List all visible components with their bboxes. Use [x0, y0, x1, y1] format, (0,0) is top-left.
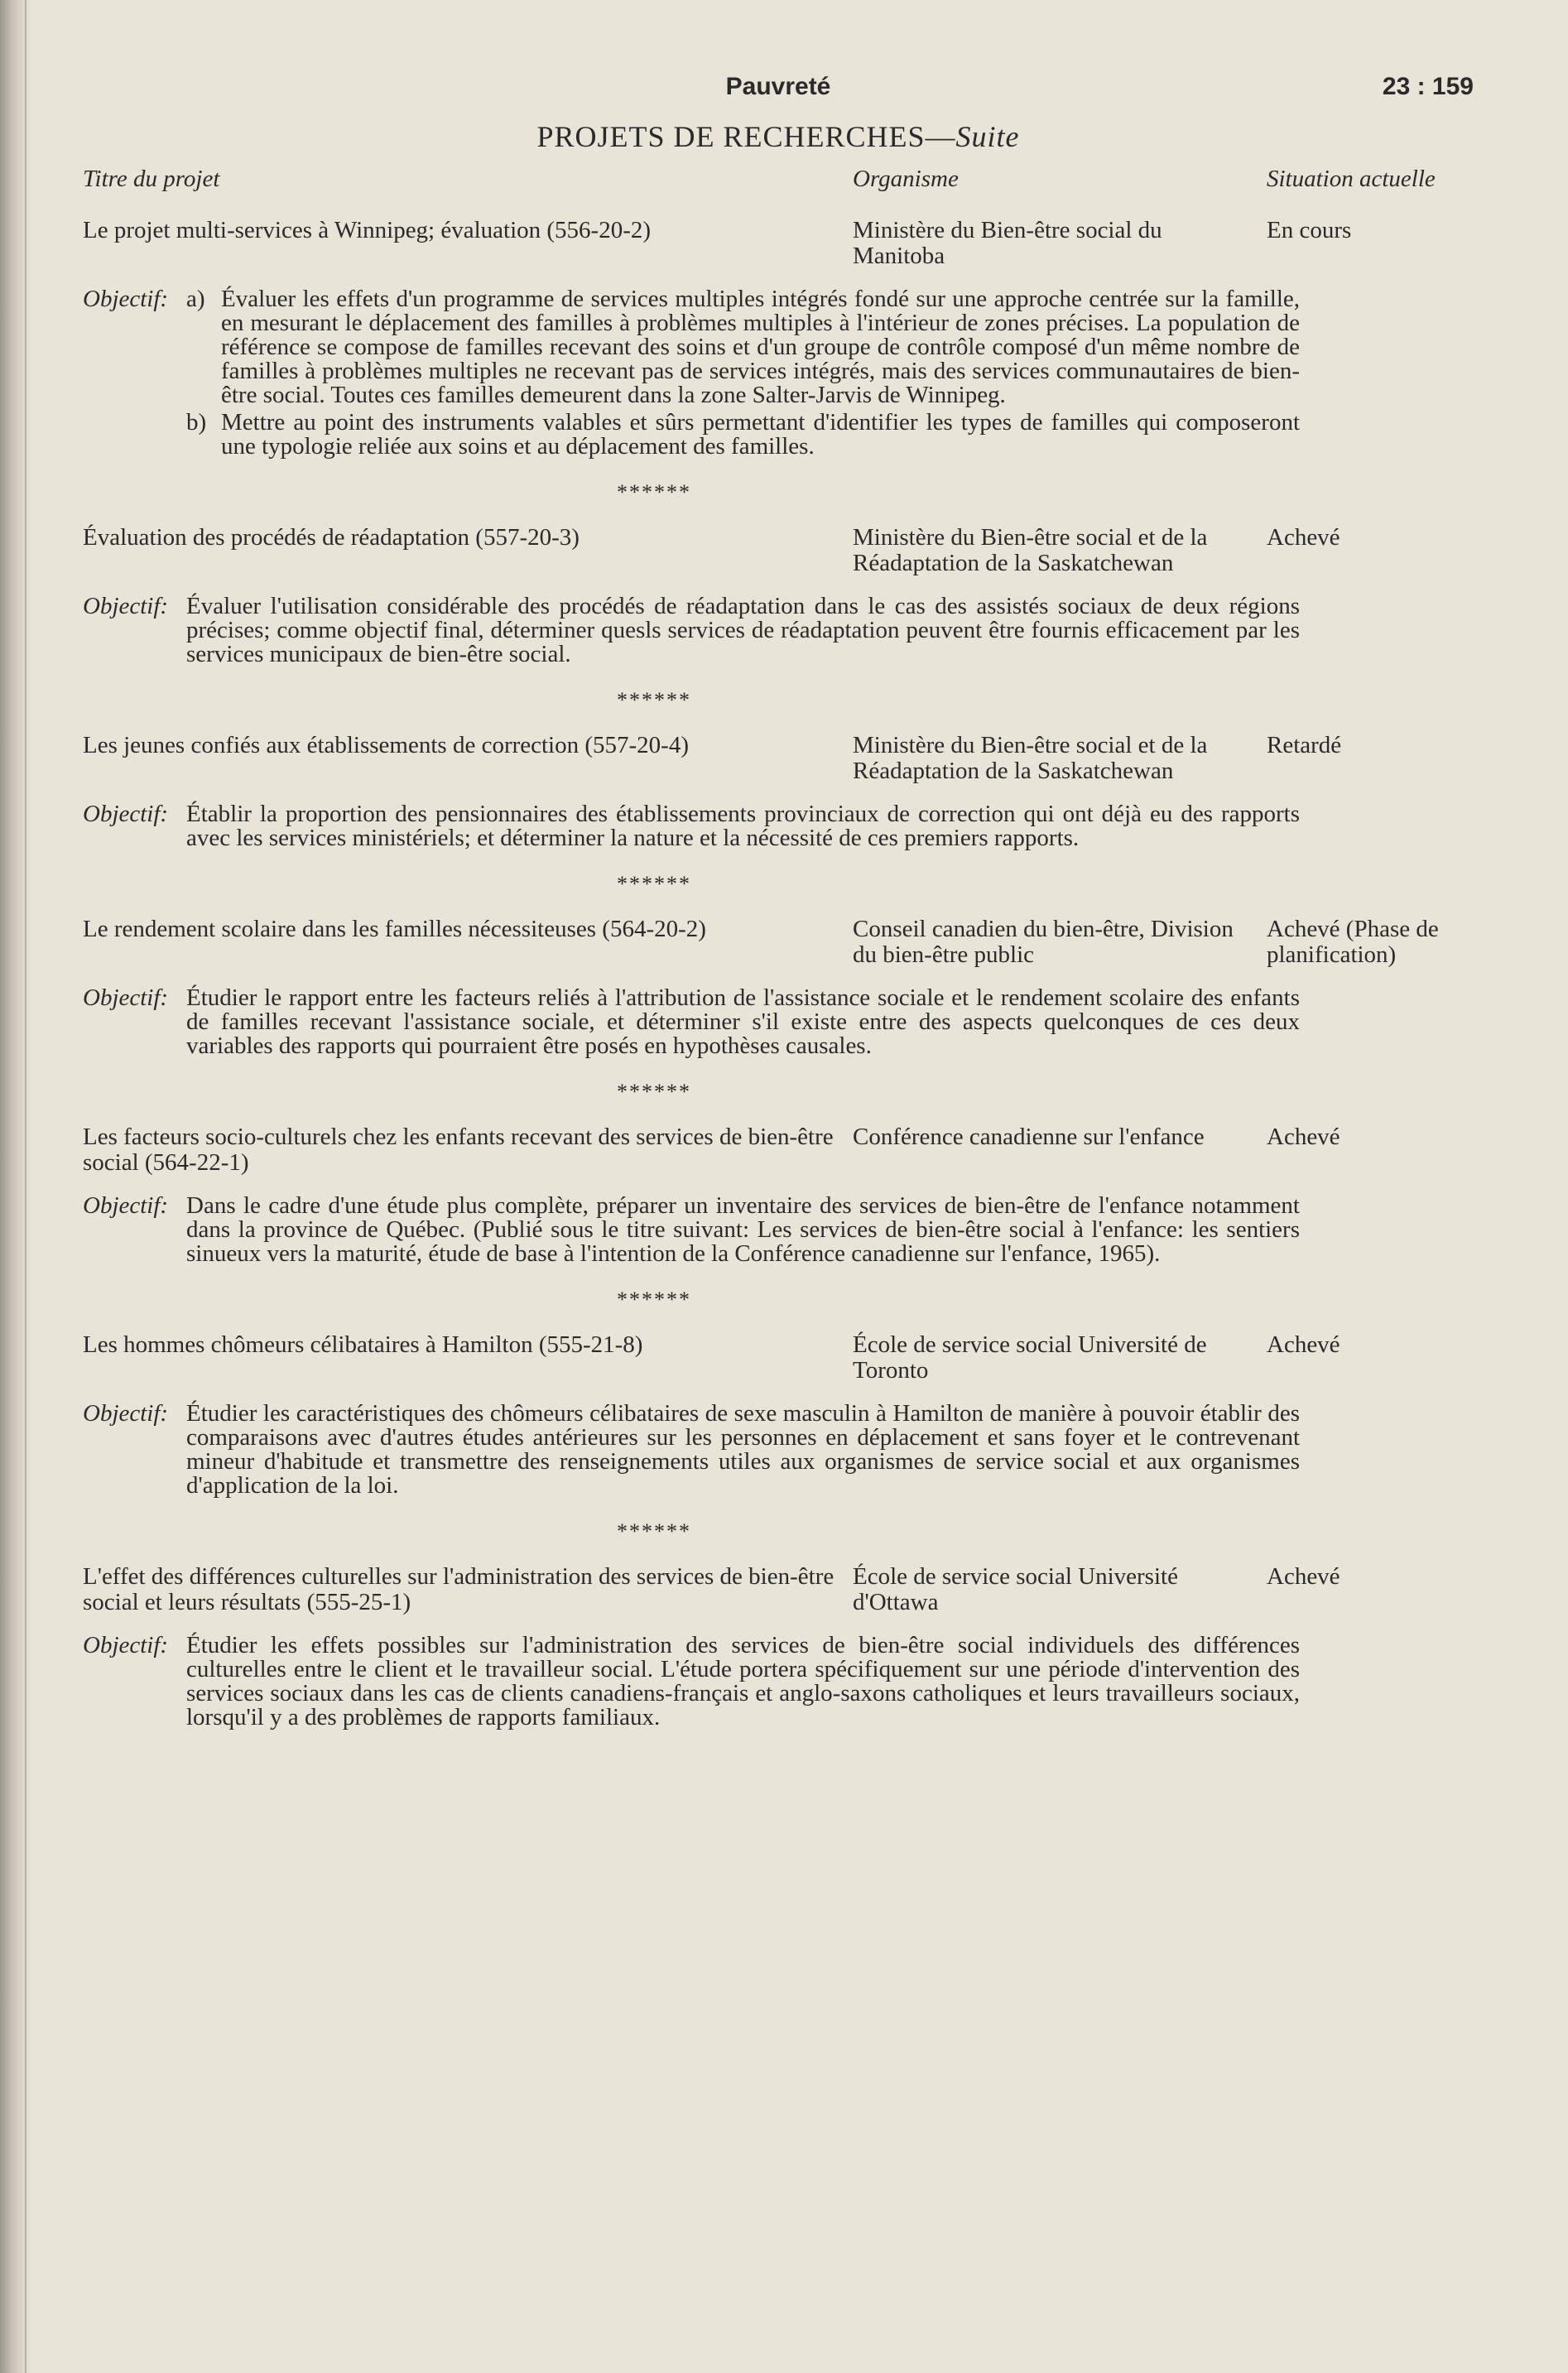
project-row	[83, 1124, 1474, 1176]
project-entry	[83, 1564, 1474, 1730]
objective-item	[186, 1402, 1300, 1498]
project-row	[83, 525, 1474, 576]
separator: ******	[617, 872, 691, 896]
project-entry	[83, 917, 1474, 1058]
objective-body	[186, 986, 1300, 1058]
objective-label: Objectif:	[83, 801, 169, 827]
project-objective	[83, 594, 1474, 667]
project-organization: École de service social Université de Toronto	[853, 1331, 1207, 1384]
document-page	[83, 66, 1474, 1730]
project-entry	[83, 218, 1474, 459]
project-row	[83, 733, 1474, 784]
project-title: Évaluation des procédés de réadaptation (557-20-3)	[83, 524, 580, 551]
project-organization: Conseil canadien du bien-être, Division du bien-être public	[853, 916, 1234, 968]
project-entry	[83, 1124, 1474, 1266]
column-header-organization: Organisme	[853, 166, 959, 192]
objective-body	[186, 1194, 1300, 1266]
project-title: Les jeunes confiés aux établissements de correction (557-20-4)	[83, 732, 689, 758]
project-title: L'effet des différences culturelles sur l'administration des services de bien-être social et leurs résultats (555-25-1)	[83, 1563, 835, 1615]
objective-label: Objectif:	[83, 984, 169, 1011]
project-organization: Ministère du Bien-être social et de la Réadaptation de la Saskatchewan	[853, 524, 1208, 576]
project-objective	[83, 986, 1474, 1058]
project-organization: Ministère du Bien-être social et de la Réadaptation de la Saskatchewan	[853, 732, 1208, 784]
objective-label: Objectif:	[83, 286, 169, 312]
objective-item	[186, 594, 1300, 667]
project-objective	[83, 1634, 1474, 1730]
objective-item-text: Étudier le rapport entre les facteurs reliés à l'attribution de l'assistance sociale et le rendement scolaire des enfants de familles recevant l'assistance sociale, et déterminer s'il existe entre des aspects quelconques de ces deux variables des rapports qui pourraient être posés en hypothèses causales.	[186, 984, 1300, 1059]
objective-item-letter: b)	[186, 409, 207, 436]
objective-item-text: Mettre au point des instruments valables et sûrs permettant d'identifier les types de familles qui composeront une typologie reliée aux soins et au déplacement des familles.	[221, 409, 1300, 460]
project-row	[83, 218, 1474, 269]
project-row	[83, 1332, 1474, 1384]
objective-label: Objectif:	[83, 1192, 169, 1219]
objective-item	[186, 411, 1300, 459]
separator: ******	[617, 1288, 691, 1312]
binding-edge-line	[25, 0, 26, 2373]
project-status: Achevé	[1267, 1563, 1340, 1590]
project-organization: Ministère du Bien-être social du Manitoba	[853, 217, 1162, 269]
column-headers	[83, 166, 1474, 193]
section-title	[83, 119, 1474, 154]
objective-item	[186, 1634, 1300, 1730]
project-objective	[83, 1194, 1474, 1266]
objective-body	[186, 802, 1300, 850]
objective-label: Objectif:	[83, 1632, 169, 1658]
page-binding-shadow	[0, 0, 31, 2373]
column-header-title: Titre du projet	[83, 166, 220, 192]
objective-item-letter: a)	[186, 286, 205, 312]
project-entry	[83, 733, 1474, 850]
project-row	[83, 917, 1474, 968]
objective-item	[186, 986, 1300, 1058]
objective-body	[186, 594, 1300, 667]
running-head	[83, 66, 1474, 116]
project-title: Le projet multi-services à Winnipeg; évaluation (556-20-2)	[83, 217, 652, 243]
project-status: Achevé (Phase de planification)	[1267, 916, 1439, 968]
project-status: Achevé	[1267, 1331, 1340, 1358]
objective-item-text: Dans le cadre d'une étude plus complète, préparer un inventaire des services de bien-être de l'enfance notamment dans la province de Québec. (Publié sous le titre suivant: Les services de bien-être social à l'enfance: les sentiers sinueux vers la maturité, étude de base à l'intention de la Conférence canadienne sur l'enfance, 1965).	[186, 1192, 1300, 1267]
objective-item	[186, 802, 1300, 850]
objective-item-text: Étudier les caractéristiques des chômeurs célibataires de sexe masculin à Hamilton de manière à pouvoir établir des comparaisons avec d'autres études antérieures sur les personnes en déplacement et sans foyer et le contrevenant mineur d'habitude et transmettre des renseignements utiles aux organismes de service social et aux organismes d'application de la loi.	[186, 1400, 1300, 1499]
objective-body	[186, 1634, 1300, 1730]
project-title: Les facteurs socio-culturels chez les enfants recevant des services de bien-être social (564-22-1)	[83, 1124, 834, 1176]
project-objective	[83, 1402, 1474, 1498]
project-status: En cours	[1267, 217, 1352, 243]
project-objective	[83, 802, 1474, 850]
project-organization: Conférence canadienne sur l'enfance	[853, 1124, 1205, 1150]
project-status: Achevé	[1267, 1124, 1340, 1150]
objective-item-text: Évaluer les effets d'un programme de services multiples intégrés fondé sur une approche centrée sur la famille, en mesurant le déplacement des familles à problèmes multiples à l'intérieur de zones précises. La population de référence se compose de familles recevant des soins et d'un groupe de contrôle composé d'un même nombre de familles à problèmes multiples ne recevant pas de services intégrés, mais des services communautaires de bien-être social. Toutes ces familles demeurent dans la zone Salter-Jarvis de Winnipeg.	[221, 286, 1300, 408]
project-title: Le rendement scolaire dans les familles nécessiteuses (564-20-2)	[83, 916, 706, 942]
separator: ******	[617, 688, 691, 712]
section-title-main: PROJETS DE RECHERCHES—	[536, 120, 956, 153]
separator: ******	[617, 1519, 691, 1543]
separator: ******	[617, 480, 691, 504]
objective-body	[186, 1402, 1300, 1498]
objective-label: Objectif:	[83, 1400, 169, 1427]
objective-item-text: Étudier les effets possibles sur l'administration des services de bien-être social individuels des différences culturelles entre le client et le travailleur social. L'étude portera spécifiquement sur une période d'intervention des services sociaux dans les cas de clients canadiens-français et anglo-saxons catholiques et leurs travailleurs sociaux, lorsqu'il y a des problèmes de rapports familiaux.	[186, 1632, 1300, 1730]
objective-body	[186, 287, 1300, 459]
project-entry	[83, 1332, 1474, 1498]
objective-item-text: Établir la proportion des pensionnaires des établissements provinciaux de correction qui ont déjà eu des rapports avec les services ministériels; et déterminer la nature et la nécessité de ces premiers rapports.	[186, 801, 1300, 851]
objective-item	[186, 287, 1300, 407]
separator: ******	[617, 1080, 691, 1104]
project-status: Achevé	[1267, 524, 1340, 551]
project-entry	[83, 525, 1474, 667]
project-list	[83, 218, 1474, 1730]
project-row	[83, 1564, 1474, 1615]
project-objective	[83, 287, 1474, 459]
page-number: 23 : 159	[1382, 73, 1474, 100]
column-header-status: Situation actuelle	[1267, 166, 1436, 192]
running-title: Pauvreté	[725, 73, 831, 100]
objective-label: Objectif:	[83, 593, 169, 619]
project-title: Les hommes chômeurs célibataires à Hamilton (555-21-8)	[83, 1331, 643, 1358]
objective-item-text: Évaluer l'utilisation considérable des procédés de réadaptation dans le cas des assistés sociaux de deux régions précises; comme objectif final, déterminer quesls services de réadaptation peuvent être fournis efficacement par les services municipaux de bien-être social.	[186, 593, 1300, 667]
section-title-suffix: Suite	[955, 120, 1020, 153]
project-status: Retardé	[1267, 732, 1342, 758]
project-organization: École de service social Université d'Ottawa	[853, 1563, 1178, 1615]
objective-item	[186, 1194, 1300, 1266]
